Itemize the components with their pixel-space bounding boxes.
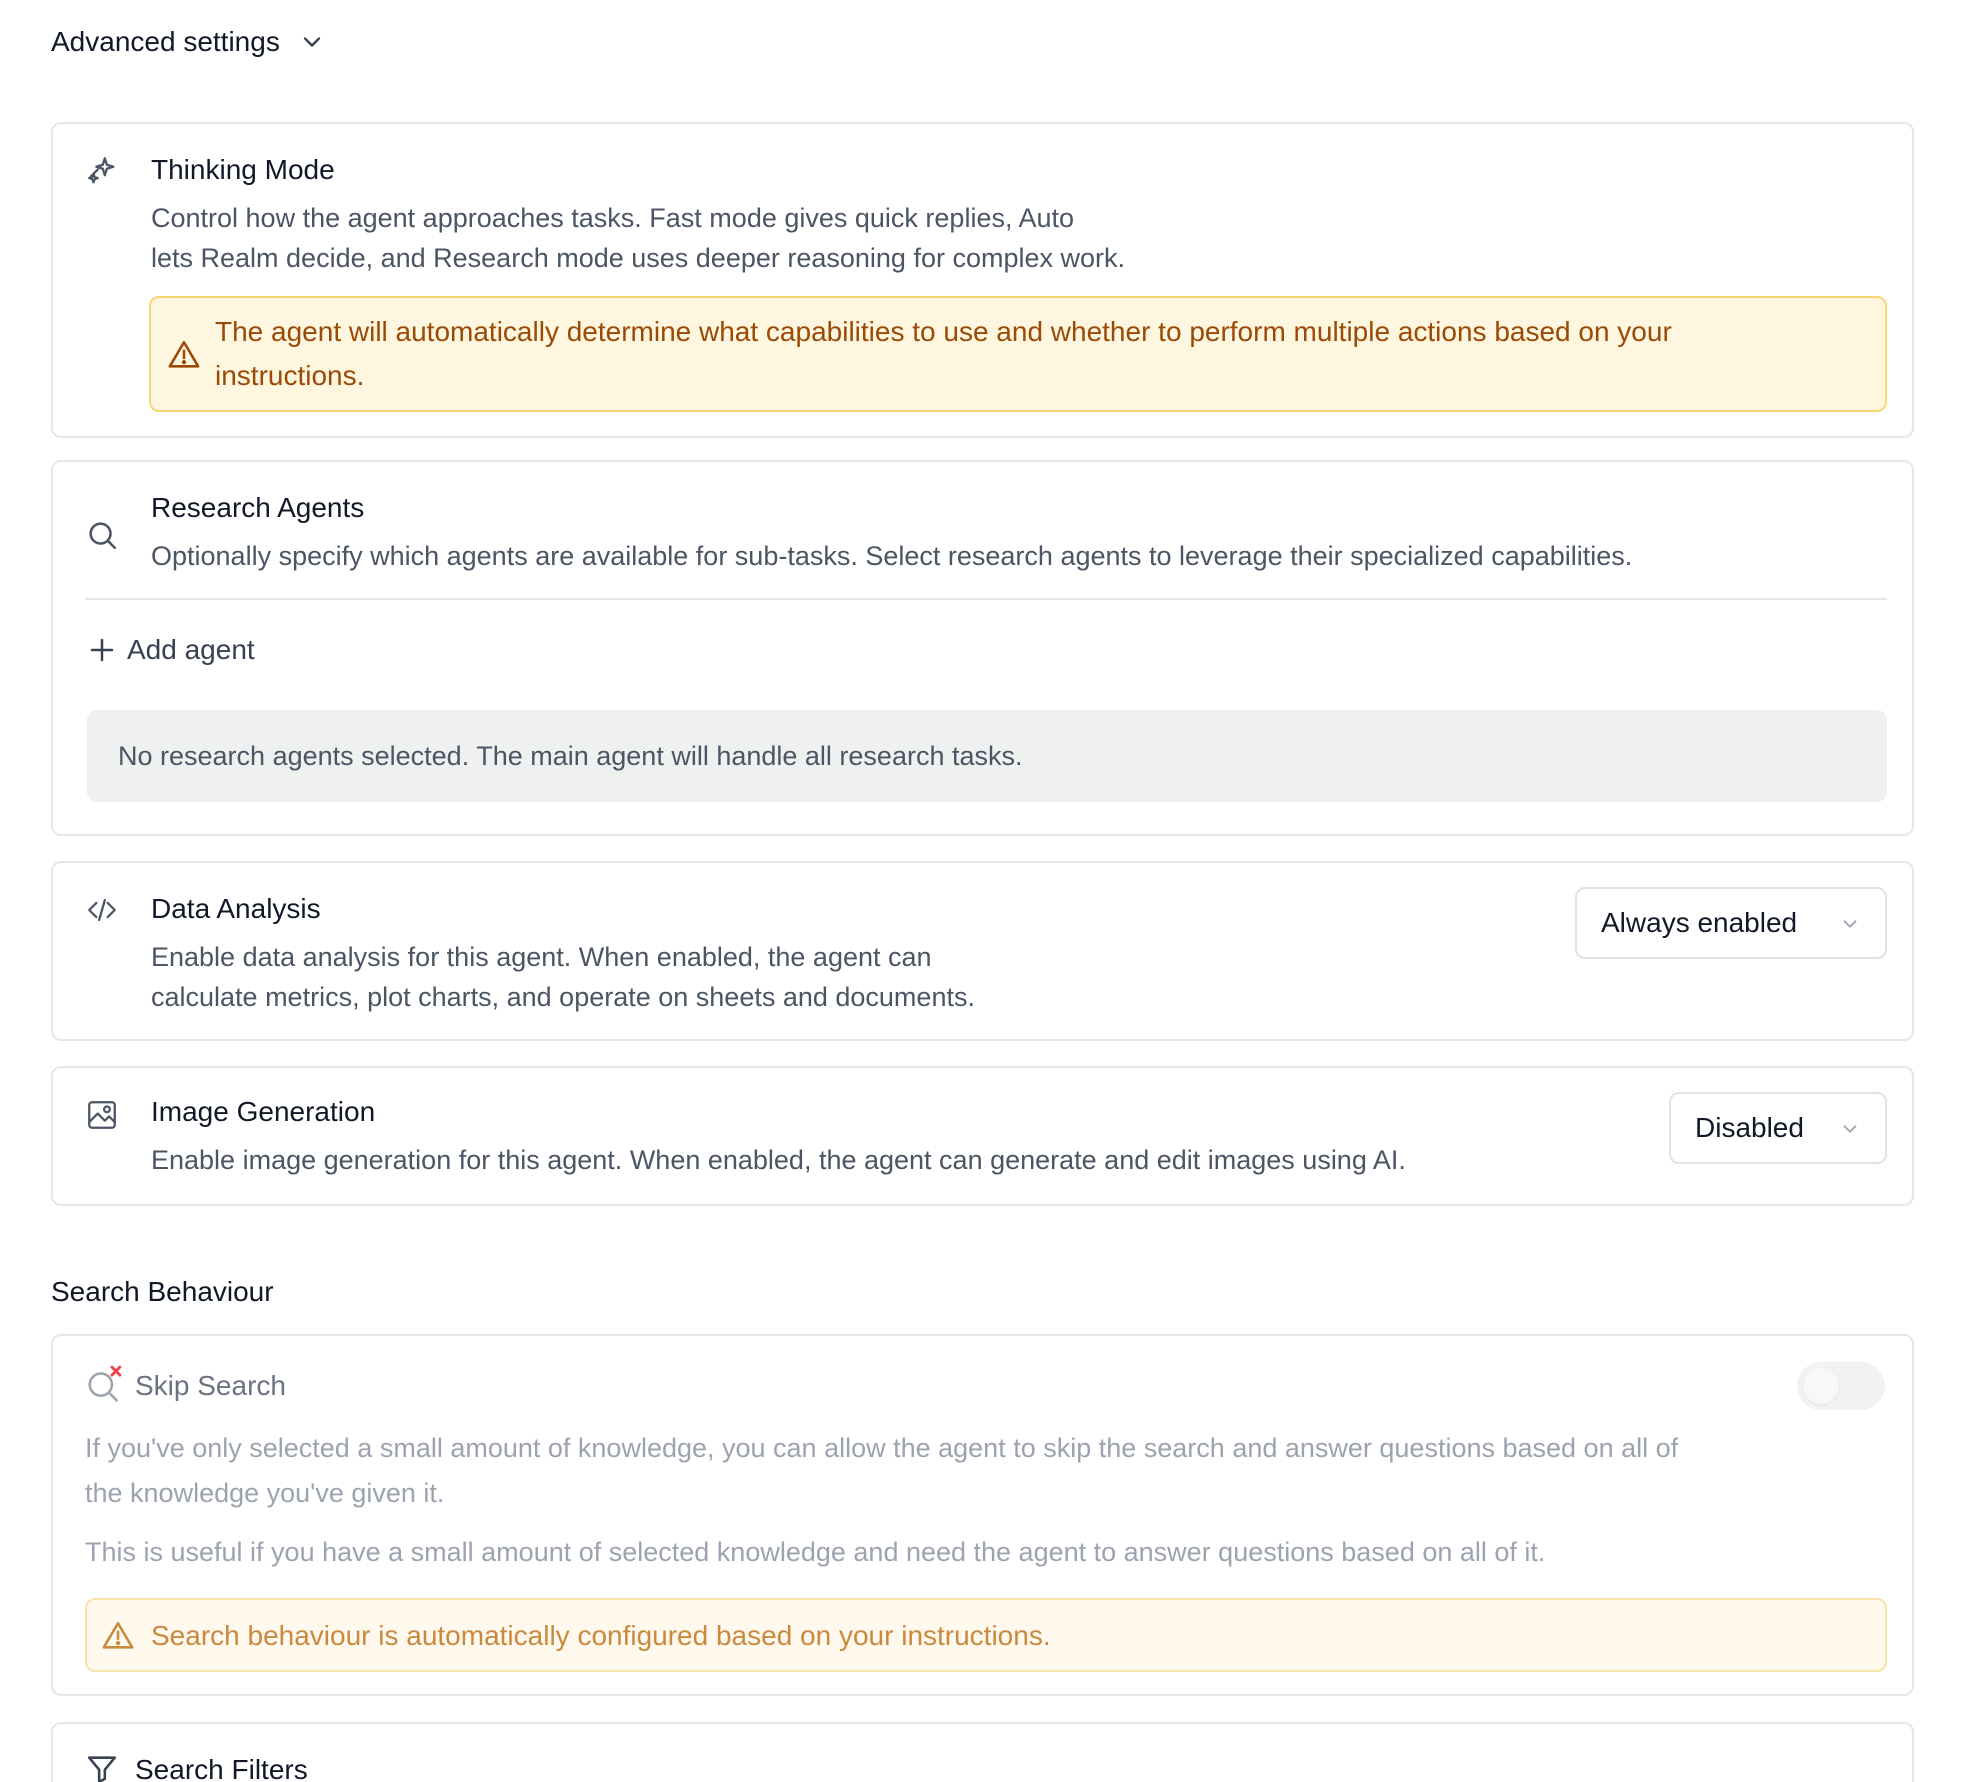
image-generation-card [51, 1066, 1914, 1206]
chevron-down-icon [1839, 913, 1861, 935]
data-analysis-title: Data Analysis [151, 893, 321, 924]
thinking-mode-title: Thinking Mode [151, 154, 335, 185]
code-icon [85, 893, 119, 927]
thinking-mode-card [51, 122, 1914, 438]
thinking-mode-desc-line1: Control how the agent approaches tasks. Fast mode gives quick replies, Auto [151, 203, 1075, 233]
skip-search-title: Skip Search [135, 1370, 286, 1401]
add-agent-label: Add agent [127, 634, 255, 665]
data-analysis-select-value: Always enabled [1601, 907, 1798, 938]
image-generation-select-value: Disabled [1695, 1112, 1804, 1143]
add-agent-button[interactable] [87, 634, 255, 666]
data-analysis-card [51, 861, 1914, 1041]
research-agents-card [51, 460, 1914, 836]
sparkles-icon [85, 154, 119, 188]
advanced-settings-label: Advanced settings [51, 26, 280, 57]
warning-line1: The agent will automatically determine what capabilities to use and whether to perform multiple actions based on your [215, 316, 1672, 347]
empty-research-agents-text: No research agents selected. The main agent will handle all research tasks. [118, 740, 1023, 771]
image-generation-select[interactable] [1669, 1092, 1887, 1164]
search-behaviour-warning-text: Search behaviour is automatically configured based on your instructions. [151, 1620, 1051, 1651]
thinking-mode-warning-text [215, 310, 1672, 398]
toggle-knob [1803, 1368, 1839, 1404]
chevron-down-icon [1839, 1118, 1861, 1140]
data-analysis-description [151, 937, 975, 1017]
advanced-settings-toggle[interactable] [51, 26, 326, 58]
research-agents-title: Research Agents [151, 492, 365, 523]
skip-search-toggle[interactable] [1797, 1362, 1885, 1410]
chevron-down-icon [298, 28, 326, 56]
skip-search-desc-line1: If you've only selected a small amount of knowledge, you can allow the agent to skip the search and answer questions based on all of [85, 1433, 1679, 1463]
data-analysis-desc-line1: Enable data analysis for this agent. When enabled, the agent can [151, 942, 932, 972]
skip-search-desc-line2: the knowledge you've given it. [85, 1478, 445, 1508]
skip-search-description [85, 1426, 1678, 1516]
warning-icon [101, 1619, 135, 1653]
filter-icon [85, 1752, 119, 1782]
thinking-mode-warning [149, 296, 1887, 412]
search-filters-title: Search Filters [135, 1754, 308, 1782]
search-filters-card [51, 1722, 1914, 1782]
skip-search-usefulness: This is useful if you have a small amount of selected knowledge and need the agent to answer questions based on all of it. [85, 1537, 1546, 1567]
data-analysis-select[interactable] [1575, 887, 1887, 959]
empty-research-agents-notice [87, 710, 1887, 802]
warning-icon [167, 338, 201, 372]
image-generation-description: Enable image generation for this agent. When enabled, the agent can generate and edit images using AI. [151, 1145, 1406, 1175]
research-agents-description: Optionally specify which agents are available for sub-tasks. Select research agents to leverage their specialized capabilities. [151, 541, 1633, 571]
search-icon [85, 518, 119, 552]
search-off-icon [85, 1364, 123, 1402]
data-analysis-desc-line2: calculate metrics, plot charts, and operate on sheets and documents. [151, 982, 975, 1012]
thinking-mode-desc-line2: lets Realm decide, and Research mode uses deeper reasoning for complex work. [151, 243, 1126, 273]
image-generation-title: Image Generation [151, 1096, 376, 1127]
divider [85, 598, 1887, 600]
skip-search-card [51, 1334, 1914, 1696]
image-icon [85, 1098, 119, 1132]
plus-icon [87, 635, 117, 665]
search-behaviour-warning [85, 1598, 1887, 1672]
search-behaviour-heading: Search Behaviour [51, 1276, 274, 1307]
warning-line2: instructions. [215, 360, 365, 391]
thinking-mode-description [151, 198, 1125, 278]
